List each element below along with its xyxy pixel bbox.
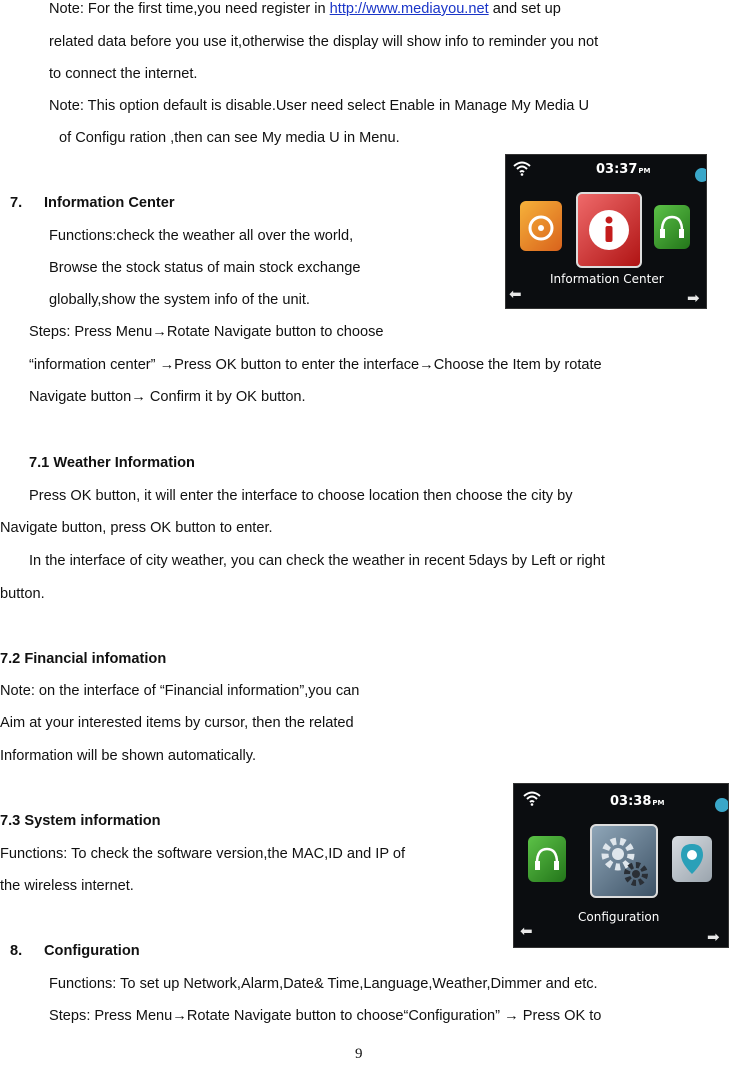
section-7-functions-3: globally,show the system info of the unit. bbox=[49, 292, 310, 308]
section-7-3-title: 7.3 System information bbox=[0, 813, 161, 829]
section-7-steps-1: Steps: Press Menu→Rotate Navigate button to choose bbox=[29, 324, 384, 340]
clock-ampm: PM bbox=[652, 799, 665, 807]
note-line-5: of Configu ration ,then can see My media U in Menu. bbox=[59, 130, 400, 146]
wifi-icon bbox=[512, 160, 532, 176]
note-option-default: Note: This option default is disable.User need select Enable in Manage My Media U bbox=[49, 98, 589, 114]
right-arrow-icon: ➡ bbox=[707, 928, 720, 946]
section-7-2-line-1: Note: on the interface of “Financial information”,you can bbox=[0, 683, 360, 699]
section-8-steps: Steps: Press Menu→Rotate Navigate button to choose“Configuration” → Press OK to bbox=[49, 1008, 602, 1024]
clock-time-value: 03:38 bbox=[610, 794, 652, 809]
clock-time-value: 03:37 bbox=[596, 162, 638, 177]
audio-headset-icon bbox=[654, 205, 690, 249]
section-7-2-title: 7.2 Financial infomation bbox=[0, 651, 167, 667]
section-7-title: Information Center bbox=[44, 195, 175, 211]
clock-ampm: PM bbox=[638, 167, 651, 175]
section-7-3-line-1: Functions: To check the software version,the MAC,ID and IP of bbox=[0, 846, 406, 862]
section-7-1-title: 7.1 Weather Information bbox=[29, 455, 195, 471]
section-7-steps-3: Navigate button→ Confirm it by OK button. bbox=[29, 389, 306, 405]
section-7-functions-1: Functions:check the weather all over the world, bbox=[49, 228, 354, 244]
section-8-functions: Functions: To set up Network,Alarm,Date& Time,Language,Weather,Dimmer and etc. bbox=[49, 976, 598, 992]
left-arrow-icon: ⬅ bbox=[520, 922, 533, 940]
right-arrow-icon: ➡ bbox=[687, 289, 700, 307]
section-8-number: 8. bbox=[10, 943, 23, 959]
media-player-icon bbox=[520, 201, 562, 251]
audio-headset-icon bbox=[528, 836, 566, 882]
screen-label: Configuration bbox=[578, 910, 660, 924]
section-7-functions-2: Browse the stock status of main stock exchange bbox=[49, 260, 361, 276]
location-pin-icon bbox=[672, 836, 712, 882]
section-7-3-line-2: the wireless internet. bbox=[0, 878, 134, 894]
section-7-number: 7. bbox=[10, 195, 23, 211]
configuration-screenshot bbox=[513, 783, 729, 948]
status-dot-icon bbox=[715, 798, 729, 812]
note-line-2: related data before you use it,otherwise the display will show info to reminder you not bbox=[49, 34, 599, 50]
information-center-icon bbox=[576, 192, 642, 268]
status-dot-icon bbox=[695, 168, 707, 182]
note-text-end: and set up bbox=[488, 1, 561, 17]
section-7-1-line-1: Press OK button, it will enter the interface to choose location then choose the city by bbox=[29, 488, 573, 504]
screen-label: Information Center bbox=[550, 272, 664, 286]
wifi-icon bbox=[522, 790, 542, 806]
information-center-screenshot bbox=[505, 154, 707, 309]
clock-time bbox=[610, 794, 665, 809]
note-text: Note: For the first time,you need register in bbox=[49, 1, 330, 17]
section-7-1-line-2: Navigate button, press OK button to enter. bbox=[0, 520, 273, 536]
left-arrow-icon: ⬅ bbox=[509, 285, 522, 303]
note-line-3: to connect the internet. bbox=[49, 66, 198, 82]
section-8-title: Configuration bbox=[44, 943, 140, 959]
section-7-1-line-3: In the interface of city weather, you can check the weather in recent 5days by Left or right bbox=[29, 553, 605, 569]
clock-time bbox=[596, 162, 651, 177]
section-7-steps-2: “information center” →Press OK button to enter the interface→Choose the Item by rotate bbox=[29, 357, 602, 373]
configuration-gear-icon bbox=[590, 824, 658, 898]
section-7-2-line-3: Information will be shown automatically. bbox=[0, 748, 257, 764]
section-7-2-line-2: Aim at your interested items by cursor, then the related bbox=[0, 715, 354, 731]
section-7-1-line-4: button. bbox=[0, 586, 45, 602]
page-number: 9 bbox=[355, 1046, 363, 1062]
mediayou-link[interactable]: http://www.mediayou.net bbox=[329, 1, 489, 17]
note-register bbox=[49, 0, 561, 18]
